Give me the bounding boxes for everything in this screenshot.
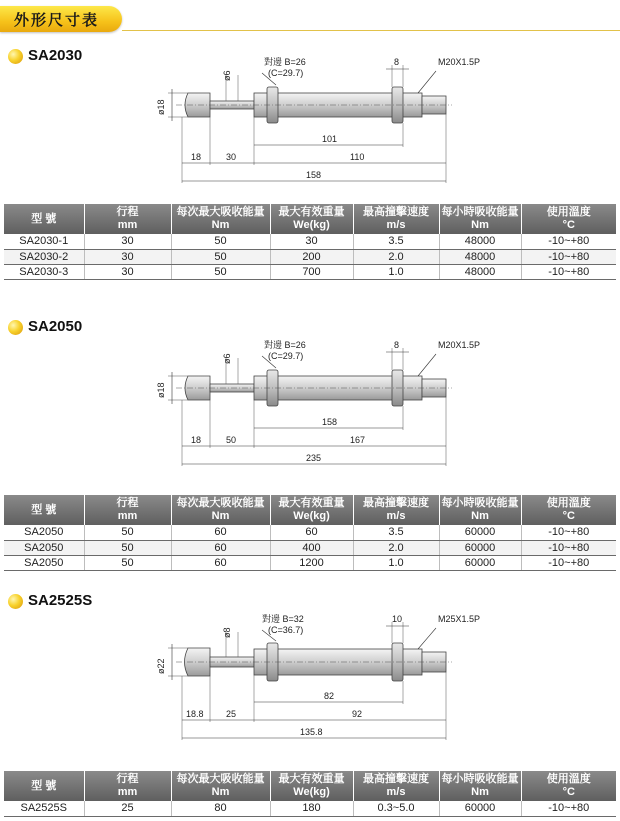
- col-header-temperature: 使用溫度 °C: [521, 204, 616, 234]
- head-dia-label: ø18: [156, 382, 166, 398]
- wrench-size-label: 對邊 B=26: [264, 57, 306, 67]
- thread-label: M20X1.5P: [438, 340, 481, 350]
- thread-label: M20X1.5P: [438, 57, 481, 67]
- table-header-row: [4, 204, 616, 234]
- cell-temp: -10~+80: [521, 555, 616, 570]
- drawing-sa2525s: [0, 612, 620, 744]
- dim-stroke: 25: [226, 709, 237, 719]
- cell-stroke: 30: [84, 249, 171, 264]
- bullet-icon: [8, 320, 23, 335]
- cell-energy-hour: 60000: [439, 555, 521, 570]
- col-header-model: 型 號: [4, 771, 84, 801]
- wrench-size-label: 對邊 B=26: [264, 340, 306, 350]
- wrench-size-label: 對邊 B=32: [262, 614, 304, 624]
- shock-absorber-diagram: [0, 612, 620, 744]
- cell-speed: 0.3~5.0: [353, 801, 439, 816]
- col-header-model: 型 號: [4, 495, 84, 525]
- cell-temp: -10~+80: [521, 525, 616, 540]
- drawing-sa2030: [0, 55, 620, 187]
- cell-stroke: 50: [84, 540, 171, 555]
- dim-thread: 167: [350, 435, 366, 445]
- cell-energy-hour: 60000: [439, 801, 521, 816]
- cell-energy: 60: [171, 525, 270, 540]
- cell-speed: 2.0: [353, 540, 439, 555]
- cell-energy-hour: 48000: [439, 264, 521, 279]
- col-header-max-energy: 每次最大吸收能量 Nm: [171, 495, 270, 525]
- col-header-max-energy: 每次最大吸收能量 Nm: [171, 771, 270, 801]
- col-header-stroke: 行程 mm: [84, 495, 171, 525]
- cell-speed: 2.0: [353, 249, 439, 264]
- cell-energy-hour: 48000: [439, 234, 521, 249]
- page-title: 外形尺寸表: [14, 11, 100, 29]
- col-header-stroke: 行程 mm: [84, 771, 171, 801]
- cell-energy: 50: [171, 249, 270, 264]
- rod-dia-label: ø6: [222, 70, 232, 81]
- cell-stroke: 30: [84, 234, 171, 249]
- cell-energy: 50: [171, 264, 270, 279]
- dim-stroke: 30: [226, 152, 237, 162]
- cell-energy-hour: 48000: [439, 249, 521, 264]
- dim-thread: 92: [352, 709, 363, 719]
- col-header-energy-per-hour: 每小時吸收能量 Nm: [439, 771, 521, 801]
- cell-temp: -10~+80: [521, 540, 616, 555]
- nut-width-label: 8: [394, 57, 400, 67]
- col-header-max-speed: 最高撞擊速度 m/s: [353, 204, 439, 234]
- cell-energy: 60: [171, 555, 270, 570]
- section-name: SA2050: [28, 318, 83, 335]
- cell-energy-hour: 60000: [439, 540, 521, 555]
- head-dia-label: ø22: [156, 658, 166, 674]
- header-divider: [122, 30, 620, 31]
- shock-absorber-diagram: [0, 55, 620, 187]
- table-header-row: [4, 495, 616, 525]
- col-header-max-speed: 最高撞擊速度 m/s: [353, 495, 439, 525]
- cell-temp: -10~+80: [521, 801, 616, 816]
- drawing-sa2050: [0, 338, 620, 470]
- table-header-row: [4, 771, 616, 801]
- col-header-energy-per-hour: 每小時吸收能量 Nm: [439, 204, 521, 234]
- rod-dia-label: ø6: [222, 353, 232, 364]
- cell-speed: 3.5: [353, 525, 439, 540]
- cell-weight: 1200: [270, 555, 353, 570]
- spec-table-sa2525s: [4, 771, 616, 817]
- col-header-max-speed: 最高撞擊速度 m/s: [353, 771, 439, 801]
- wrench-c-label: (C=36.7): [268, 625, 304, 635]
- wrench-c-label: (C=29.7): [268, 351, 304, 361]
- cell-model: SA2050: [4, 555, 84, 570]
- section-name: SA2030: [28, 47, 83, 64]
- col-header-max-weight: 最大有效重量 We(kg): [270, 204, 353, 234]
- spec-table-sa2050: [4, 495, 616, 571]
- dim-head: 18: [191, 152, 202, 162]
- shock-absorber-diagram: [0, 338, 620, 470]
- table-row: [4, 801, 616, 816]
- table-row: [4, 525, 616, 540]
- table-row: [4, 555, 616, 570]
- cell-model: SA2050: [4, 525, 84, 540]
- col-header-energy-per-hour: 每小時吸收能量 Nm: [439, 495, 521, 525]
- nut-width-label: 10: [392, 614, 403, 624]
- cell-speed: 1.0: [353, 264, 439, 279]
- table-row: [4, 540, 616, 555]
- cell-model: SA2030-1: [4, 234, 84, 249]
- cell-stroke: 25: [84, 801, 171, 816]
- bullet-icon: [8, 594, 23, 609]
- table-row: [4, 249, 616, 264]
- col-header-model: 型 號: [4, 204, 84, 234]
- dim-total: 135.8: [300, 727, 323, 737]
- wrench-c-label: (C=29.7): [268, 68, 304, 78]
- thread-label: M25X1.5P: [438, 614, 481, 624]
- dim-head: 18.8: [186, 709, 204, 719]
- dim-body: 101: [322, 134, 338, 144]
- cell-model: SA2050: [4, 540, 84, 555]
- col-header-max-energy: 每次最大吸收能量 Nm: [171, 204, 270, 234]
- head-dia-label: ø18: [156, 99, 166, 115]
- table-row: [4, 264, 616, 279]
- table-row: [4, 234, 616, 249]
- dim-total: 235: [306, 453, 322, 463]
- cell-energy: 50: [171, 234, 270, 249]
- cell-stroke: 30: [84, 264, 171, 279]
- cell-model: SA2030-3: [4, 264, 84, 279]
- cell-weight: 400: [270, 540, 353, 555]
- section-name: SA2525S: [28, 592, 93, 609]
- cell-energy: 80: [171, 801, 270, 816]
- cell-energy-hour: 60000: [439, 525, 521, 540]
- cell-weight: 30: [270, 234, 353, 249]
- cell-speed: 3.5: [353, 234, 439, 249]
- cell-model: SA2525S: [4, 801, 84, 816]
- col-header-temperature: 使用溫度 °C: [521, 771, 616, 801]
- spec-table-sa2030: [4, 204, 616, 280]
- cell-weight: 180: [270, 801, 353, 816]
- dim-body: 158: [322, 417, 338, 427]
- page-header-tab: [0, 6, 122, 32]
- col-header-temperature: 使用溫度 °C: [521, 495, 616, 525]
- cell-weight: 200: [270, 249, 353, 264]
- dim-body: 82: [324, 691, 335, 701]
- dim-thread: 110: [350, 152, 365, 162]
- cell-temp: -10~+80: [521, 264, 616, 279]
- cell-weight: 60: [270, 525, 353, 540]
- dim-head: 18: [191, 435, 202, 445]
- dim-total: 158: [306, 170, 322, 180]
- cell-energy: 60: [171, 540, 270, 555]
- cell-model: SA2030-2: [4, 249, 84, 264]
- col-header-max-weight: 最大有效重量 We(kg): [270, 495, 353, 525]
- dim-stroke: 50: [226, 435, 237, 445]
- rod-dia-label: ø8: [222, 627, 232, 638]
- cell-speed: 1.0: [353, 555, 439, 570]
- cell-temp: -10~+80: [521, 249, 616, 264]
- col-header-max-weight: 最大有效重量 We(kg): [270, 771, 353, 801]
- cell-stroke: 50: [84, 525, 171, 540]
- cell-temp: -10~+80: [521, 234, 616, 249]
- cell-weight: 700: [270, 264, 353, 279]
- col-header-stroke: 行程 mm: [84, 204, 171, 234]
- nut-width-label: 8: [394, 340, 400, 350]
- cell-stroke: 50: [84, 555, 171, 570]
